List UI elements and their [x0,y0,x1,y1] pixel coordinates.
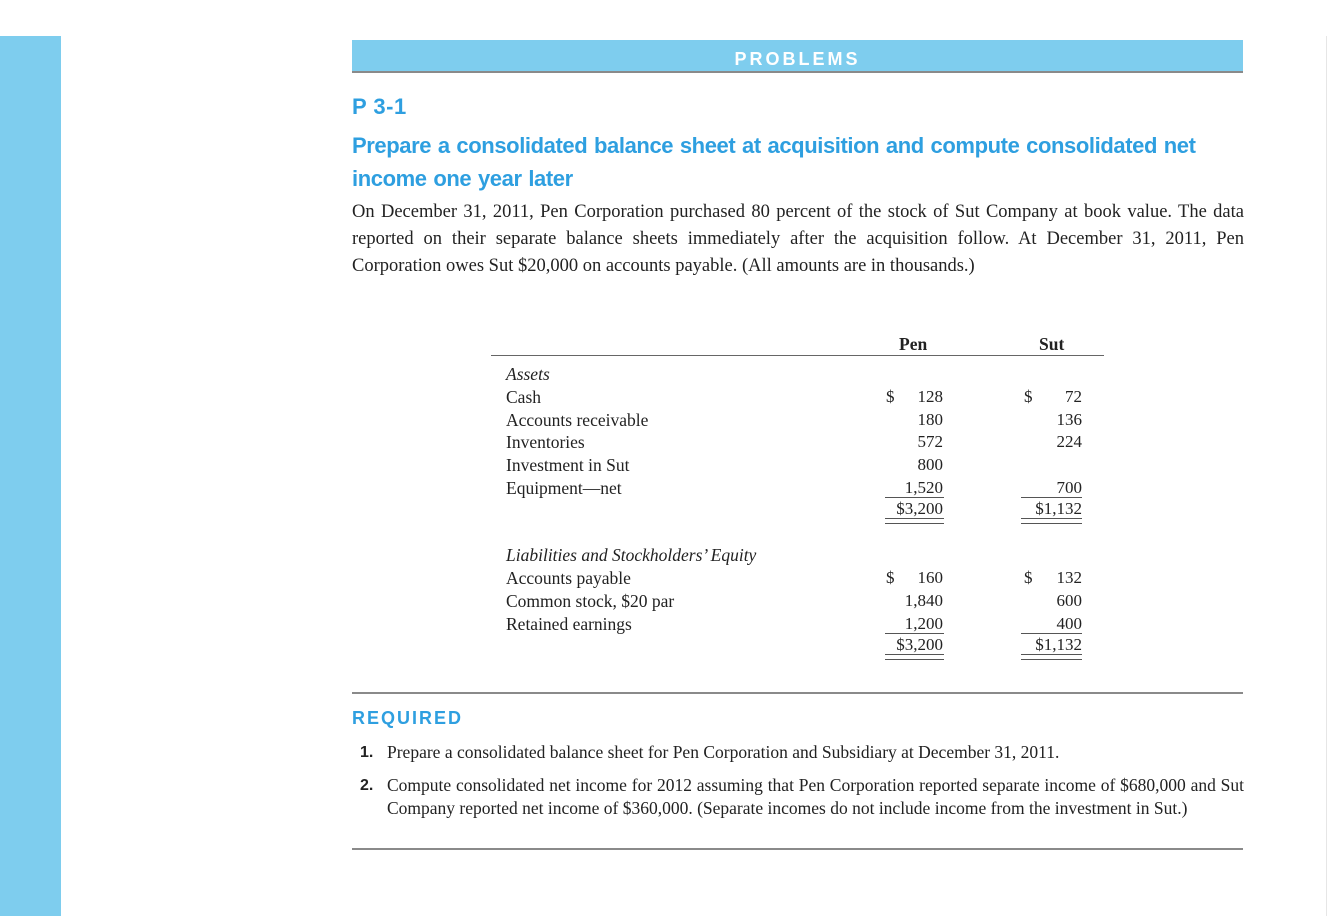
cell-pen-cash: 128 [917,387,943,406]
required-bottom-divider [352,848,1243,850]
row-label-accounts-payable: Accounts payable [506,568,631,588]
section-banner [352,40,1243,73]
total-double-rule-sut [1021,654,1082,660]
left-accent-bar [0,36,61,916]
cell-sut-inventories: 224 [1056,432,1082,451]
row-label-investment-in-sut: Investment in Sut [506,455,630,475]
total-double-rule-pen [885,654,944,660]
cell-pen-equipment-net: 1,520 [904,478,943,497]
assets-section-label: Assets [506,364,550,384]
total-assets-pen: $3,200 [896,499,943,518]
problem-description: On December 31, 2011, Pen Corporation purchased 80 percent of the stock of Sut Company at book value. The data reported on their separate balance sheets immediately after the acquisition follow. At December 31, 2011, Pen Corporation owes Sut $20,000 on accounts payable. (All amounts are in thousands.) [352,202,1244,276]
header-rule [491,355,1104,356]
total-double-rule-sut [1021,518,1082,524]
row-label-equipment-net: Equipment—net [506,478,622,498]
cell-sut-common-stock: 600 [1056,591,1082,610]
problem-title: Prepare a consolidated balance sheet at acquisition and compute consolidated net income one year later [352,133,1196,191]
cell-sut-retained-earnings: 400 [1056,614,1082,633]
page-edge-rule [1326,36,1327,916]
subtotal-rule-pen [885,497,944,498]
row-label-common-stock: Common stock, $20 par [506,591,675,611]
subtotal-rule-sut [1021,633,1082,634]
column-header-sut: Sut [1039,334,1065,354]
row-label-accounts-receivable: Accounts receivable [506,410,649,430]
cell-sut-accounts-receivable: 136 [1056,410,1082,429]
required-item-text: Compute consolidated net income for 2012 assuming that Pen Corporation reported separate income of $680,000 and Sut Company reported net income of $360,000. (Separate incomes do not include income from the investment in Sut.) [387,775,1244,818]
section-banner-label: PROBLEMS [734,49,861,69]
required-item [352,774,1244,844]
total-assets-sut: $1,132 [1035,499,1082,518]
row-label-cash: Cash [506,387,541,407]
subtotal-rule-pen [885,633,944,634]
required-item-number: 2. [360,777,374,794]
currency-symbol: $ [886,387,895,406]
cell-sut-cash: 72 [1065,387,1082,406]
required-item-text: Prepare a consolidated balance sheet for Pen Corporation and Subsidiary at December 31, 2011. [387,742,1060,762]
problem-number: P 3-1 [352,94,407,119]
liabilities-section-label: Liabilities and Stockholders’ Equity [506,545,757,565]
currency-symbol: $ [1024,387,1033,406]
required-top-divider [352,692,1243,694]
required-heading: REQUIRED [352,708,464,728]
required-item [352,741,1244,765]
cell-pen-retained-earnings: 1,200 [904,614,943,633]
currency-symbol: $ [886,568,895,587]
subtotal-rule-sut [1021,497,1082,498]
required-item-number: 1. [360,744,374,761]
total-liabilities-pen: $3,200 [896,635,943,654]
cell-pen-common-stock: 1,840 [904,591,943,610]
cell-pen-accounts-receivable: 180 [917,410,943,429]
currency-symbol: $ [1024,568,1033,587]
cell-pen-accounts-payable: 160 [917,568,943,587]
row-label-retained-earnings: Retained earnings [506,614,632,634]
cell-pen-inventories: 572 [917,432,943,451]
row-label-inventories: Inventories [506,432,585,452]
total-double-rule-pen [885,518,944,524]
cell-sut-equipment-net: 700 [1056,478,1082,497]
column-header-pen: Pen [899,334,928,354]
cell-sut-accounts-payable: 132 [1056,568,1082,587]
cell-pen-investment-in-sut: 800 [917,455,943,474]
total-liabilities-sut: $1,132 [1035,635,1082,654]
